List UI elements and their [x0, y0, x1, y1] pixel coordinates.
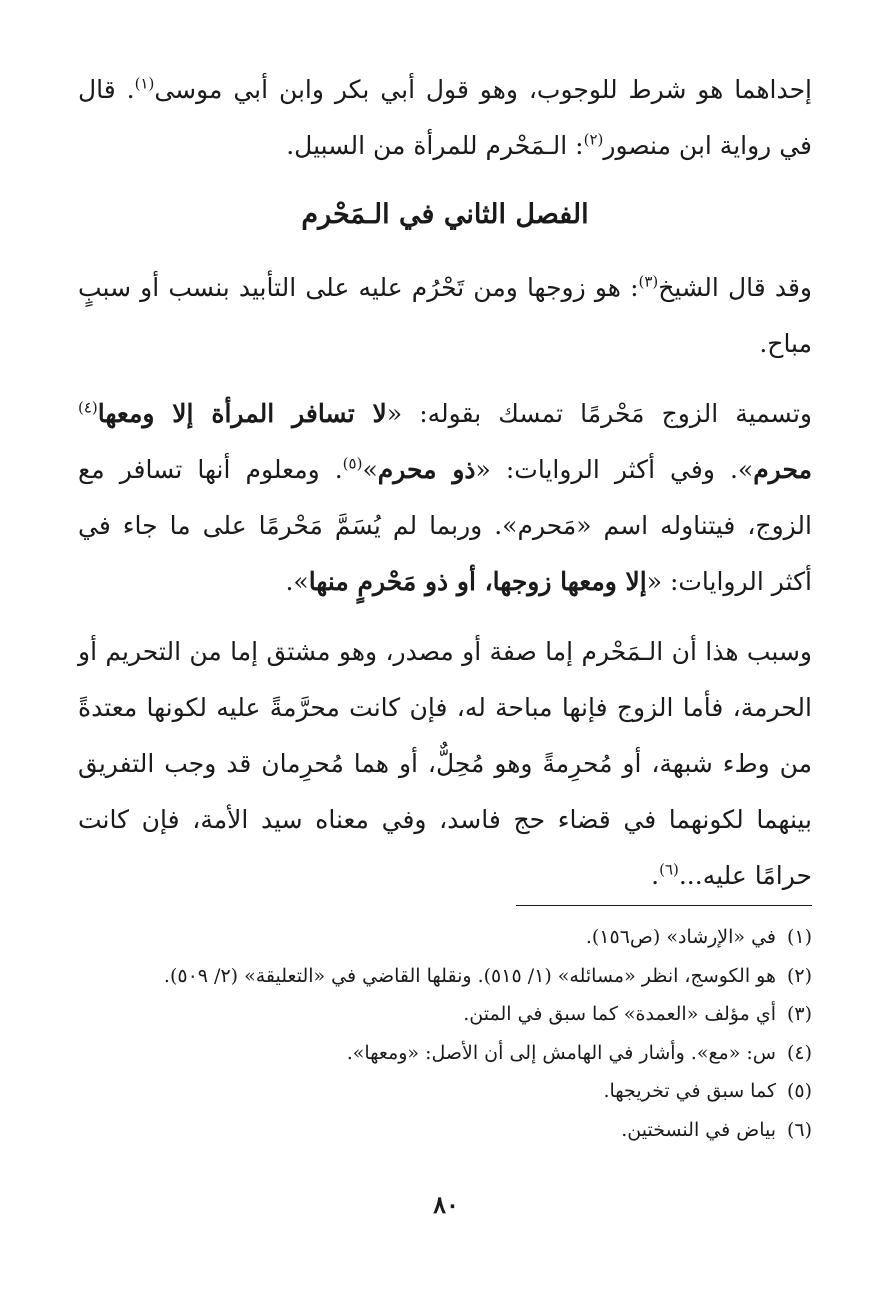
text-run: : الـمَحْرم للمرأة من السبيل.: [286, 131, 584, 160]
footnote: [78, 1072, 812, 1111]
footnote-ref: (١): [134, 74, 155, 93]
footnote-number: (٢): [786, 964, 812, 987]
footnote-number: (٤): [786, 1041, 812, 1064]
footnote-number: (٣): [786, 1003, 812, 1025]
hadith-quote: محرم: [753, 455, 813, 484]
footnote-text: س: «مع». وأشار في الهامش إلى أن الأصل: «ومعها».: [346, 1041, 776, 1064]
footnote-separator: [516, 905, 812, 906]
text-run: .: [651, 861, 660, 890]
footnote-text: هو الكوسج، انظر «مسائله» (١/ ٥١٥). ونقلها القاضي في «التعليقة» (٢/ ٥٠٩).: [163, 964, 776, 987]
footnote-ref: (٣): [638, 272, 659, 291]
footnote: [78, 1111, 812, 1150]
footnote-number: (٦): [786, 1118, 812, 1141]
footnote-number: (١): [786, 926, 812, 948]
hadith-quote: لا تسافر المرأة إلا ومعها: [97, 399, 387, 428]
text-run: إحداهما هو شرط للوجوب، وهو قول أبي بكر وابن أبي موسى: [154, 75, 812, 104]
footnote: [78, 957, 812, 996]
paragraph-4: [78, 624, 812, 904]
page-number: ٨٠: [433, 1190, 459, 1219]
footnote-text: في «الإرشاد» (ص١٥٦).: [585, 926, 776, 948]
text-run: . قال في رواية ابن منصور: [78, 75, 812, 160]
footnote: [78, 1034, 812, 1073]
paragraph-2: [78, 260, 812, 372]
text-run: . ومعلوم أنها تسافر مع الزوج، فيتناوله اسم «مَحرم». وربما لم يُسَمَّ مَحْرمًا على ما جاء في أكثر الروايات: «: [78, 455, 812, 596]
footnotes-list: [78, 918, 812, 1149]
paragraph-3: [78, 386, 812, 610]
text-run: ».: [285, 567, 309, 596]
footnote-text: كما سبق في تخريجها.: [603, 1080, 776, 1102]
footnote-number: (٥): [786, 1080, 812, 1102]
footnote: [78, 995, 812, 1034]
footnote-ref: (٥): [342, 454, 363, 473]
footnote: [78, 918, 812, 957]
footnote-ref: (٤): [78, 398, 98, 417]
text-run: وتسمية الزوج مَحْرمًا تمسك بقوله: «: [386, 399, 812, 428]
section-heading: الفصل الثاني في الـمَحْرم: [301, 199, 589, 230]
footnote-text: بياض في النسختين.: [621, 1118, 776, 1141]
text-run: ». وفي أكثر الروايات: «: [475, 455, 754, 484]
text-run: : هو زوجها ومن تَحْرُم عليه على التأبيد بنسب أو سببٍ مباح.: [78, 273, 812, 358]
footnote-ref: (٢): [583, 130, 604, 149]
text-run: »: [362, 455, 378, 484]
text-run: وقد قال الشيخ: [658, 273, 812, 302]
paragraph-1: [78, 62, 812, 174]
footnote-ref: (٦): [659, 860, 679, 879]
hadith-quote: ذو محرم: [377, 455, 476, 484]
footnote-text: أي مؤلف «العمدة» كما سبق في المتن.: [463, 1003, 776, 1025]
hadith-quote: إلا ومعها زوجها، أو ذو مَحْرمٍ منها: [308, 567, 647, 596]
main-text: [78, 62, 812, 904]
text-run: وسبب هذا أن الـمَحْرم إما صفة أو مصدر، وهو مشتق إما من التحريم أو الحرمة، فأما الزوج فإنها مباحة له، فإن كانت محرَّمةً عليه لكونها معتدةً من وطء شبهة، أو مُحرِمةً وهو مُحِلٌّ، أو هما مُحرِمان قد وجب التفريق بينهما لكونهما في قضاء حج فاسد، وفي معناه سيد الأمة، فإن كانت حرامًا عليه...: [78, 637, 812, 890]
